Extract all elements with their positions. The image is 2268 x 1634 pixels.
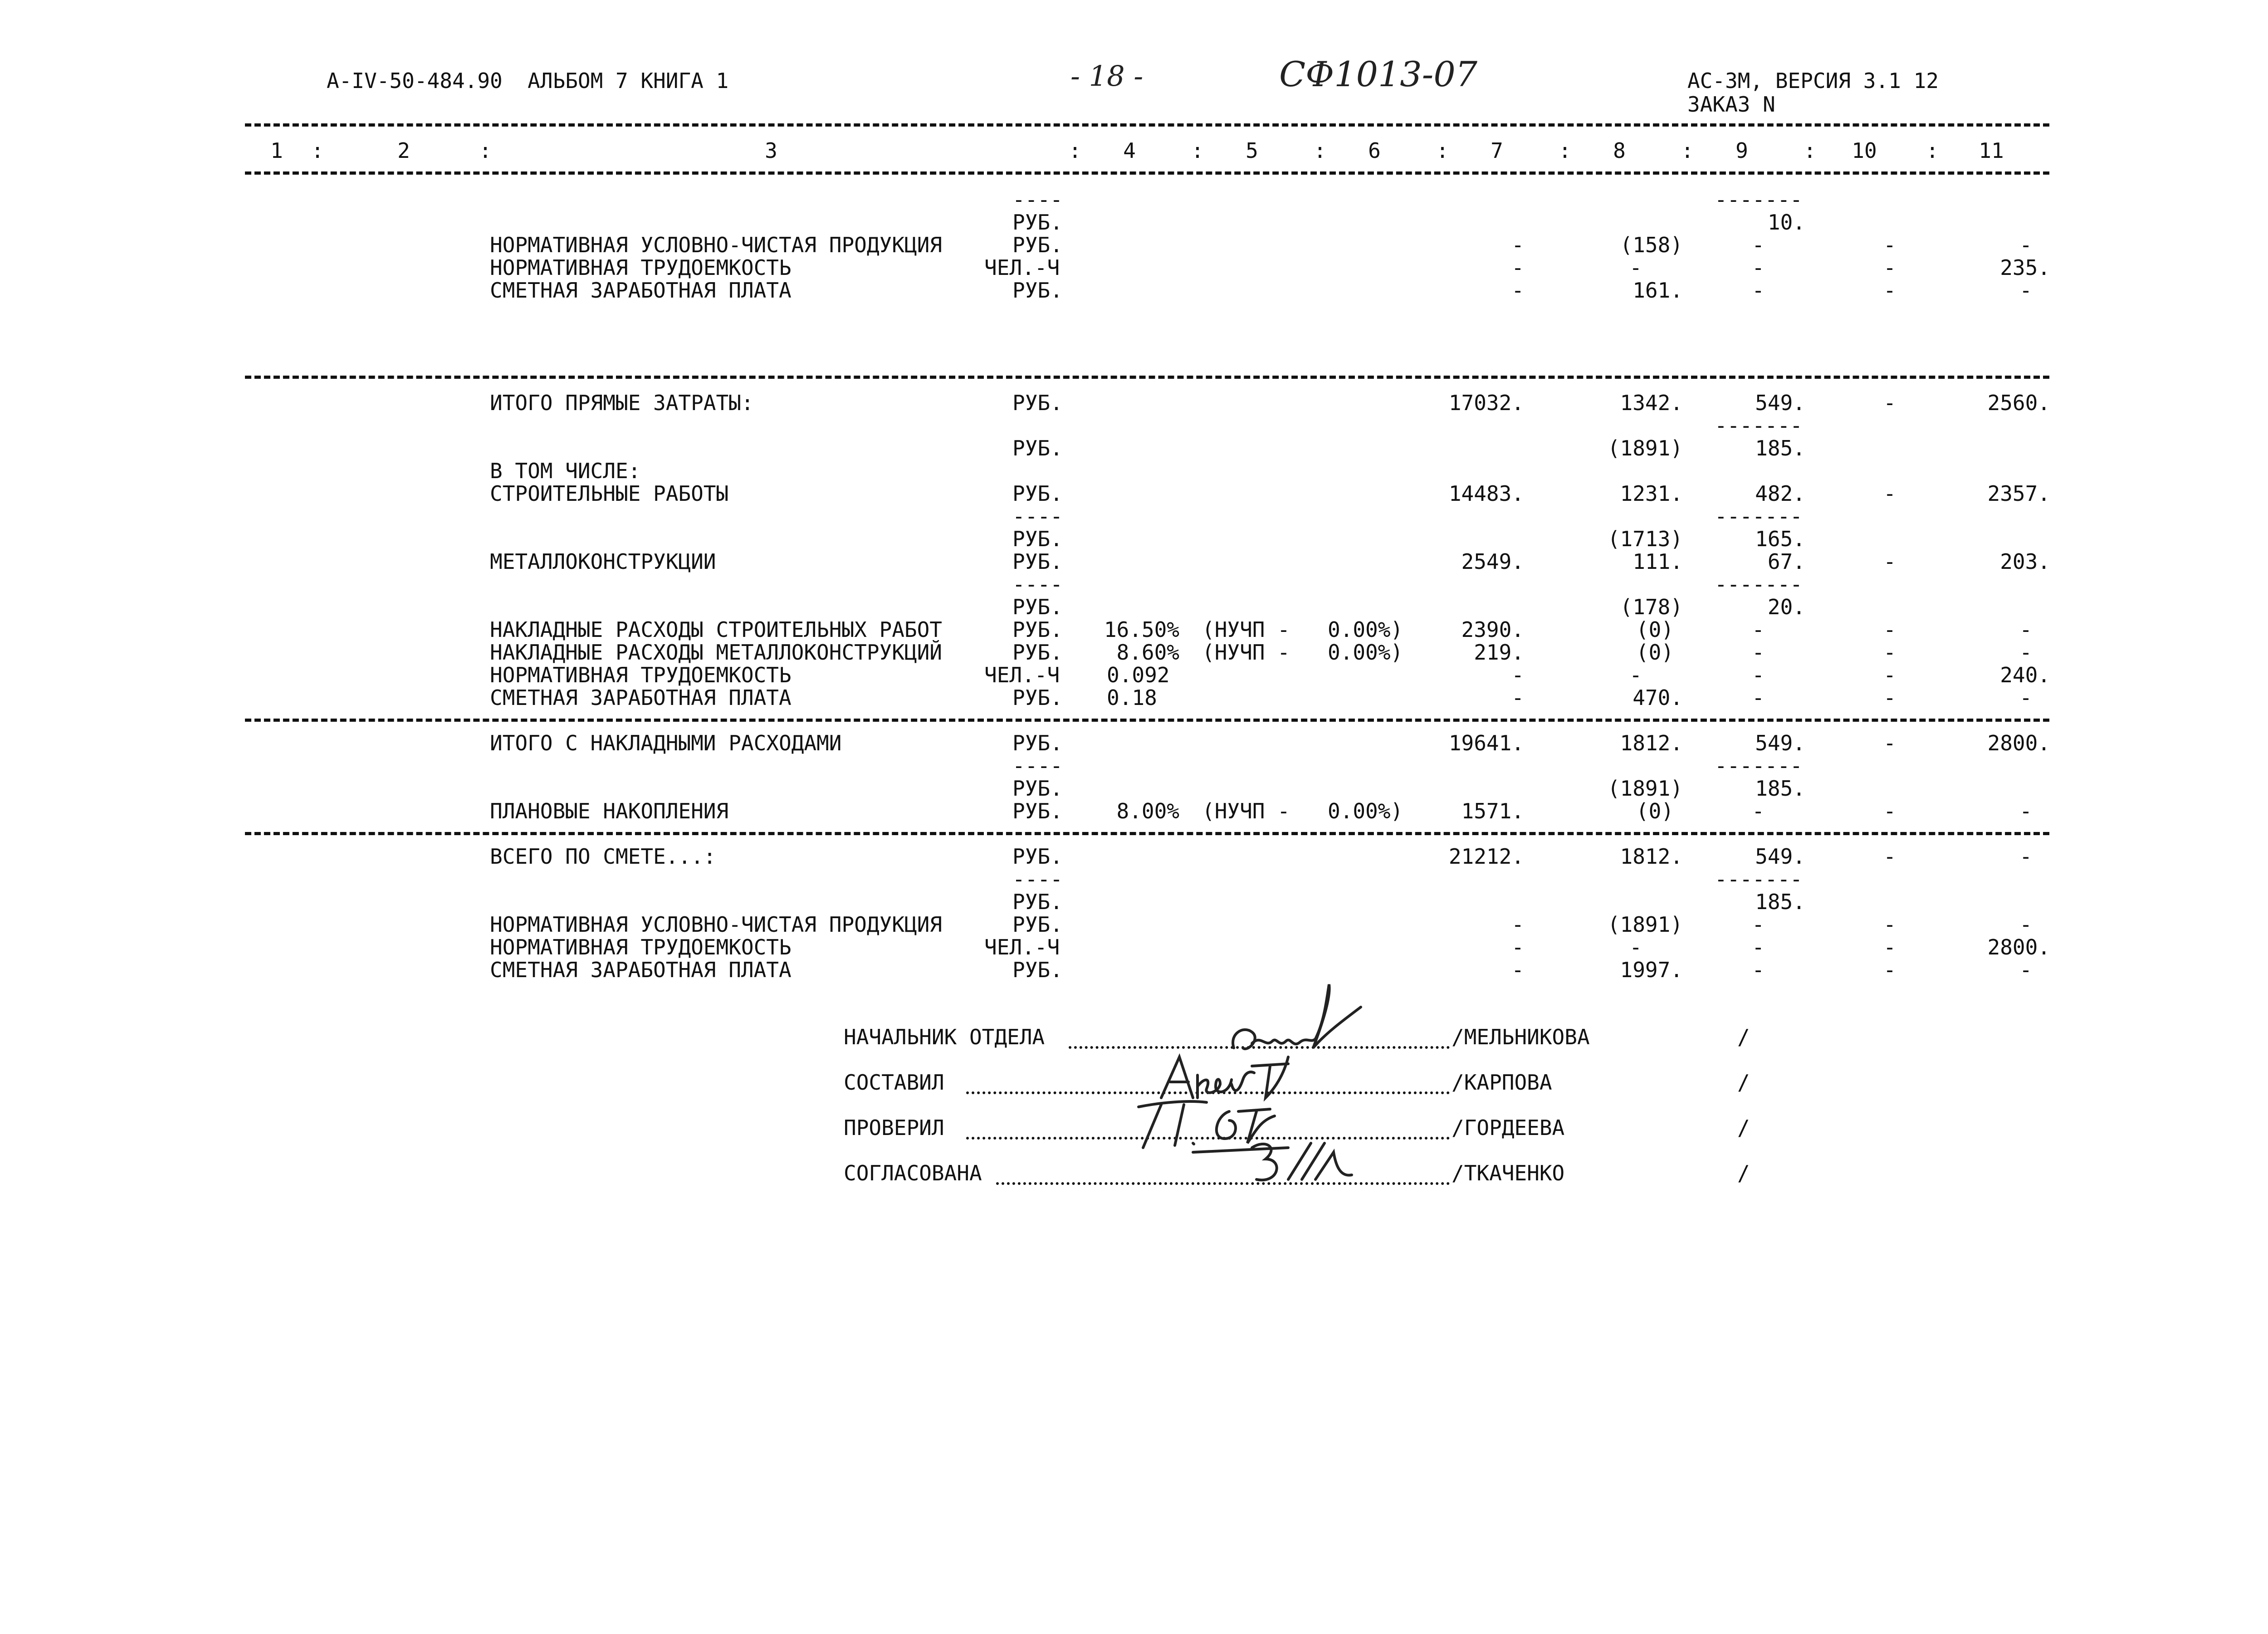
cell-col10: - [1883, 255, 1896, 280]
cell-col7: 14483. [1448, 481, 1524, 506]
cell-col10: - [1883, 663, 1896, 687]
unit-cell: РУБ. [1012, 776, 1063, 801]
cell-col10: - [1883, 685, 1896, 710]
order-number: ЗАКАЗ N [1687, 92, 1775, 117]
cell-col9: 67. [1767, 549, 1805, 574]
cell-col9: - [1752, 685, 1765, 710]
cell-col9: - [1752, 617, 1765, 642]
unit-cell: РУБ. [1012, 640, 1063, 665]
unit-cell: РУБ. [1012, 799, 1063, 823]
column-separator: : [1314, 138, 1326, 163]
including-label: В ТОМ ЧИСЛЕ: [490, 459, 641, 483]
unit-cell: РУБ. [1012, 233, 1063, 257]
column-header-11: 11 [1979, 138, 2004, 163]
cell-col9: - [1752, 255, 1765, 280]
column-header-8: 8 [1613, 138, 1626, 163]
cell-col7: - [1511, 278, 1524, 303]
cell-col7: - [1511, 233, 1524, 257]
section-rule [245, 832, 2049, 835]
value-separator: ------- [1715, 867, 1803, 891]
row-label: СМЕТНАЯ ЗАРАБОТНАЯ ПЛАТА [490, 278, 792, 303]
row-label: НАКЛАДНЫЕ РАСХОДЫ МЕТАЛЛОКОНСТРУКЦИЙ [490, 640, 942, 665]
cell-col10: - [1883, 958, 1896, 982]
cell-col8: 111. [1633, 549, 1683, 574]
cell-col7: 2549. [1461, 549, 1524, 574]
row-label: СТРОИТЕЛЬНЫЕ РАБОТЫ [490, 481, 729, 506]
cell-col4: 0.18 [1107, 685, 1157, 710]
column-header-5: 5 [1246, 138, 1258, 163]
signature-name: /ГОРДЕЕВА [1452, 1115, 1565, 1140]
unit-separator: ---- [1012, 867, 1063, 891]
cell-col8: 1997. [1620, 958, 1683, 982]
cell-col8: 1812. [1620, 844, 1683, 869]
unit-cell: ЧЕЛ.-Ч [984, 935, 1060, 959]
unit-cell: РУБ. [1012, 890, 1063, 914]
handwritten-code: СФ1013-07 [1279, 54, 1478, 94]
cell-col7: - [1511, 663, 1524, 687]
cell-col8: 1231. [1620, 481, 1683, 506]
cell-col7: - [1511, 958, 1524, 982]
unit-cell: РУБ. [1012, 912, 1063, 937]
cell-col10: - [1883, 844, 1896, 869]
cell-col7: - [1511, 935, 1524, 959]
unit-cell: РУБ. [1012, 958, 1063, 982]
cell-col8: - [1629, 663, 1642, 687]
cell-col10: - [1883, 549, 1896, 574]
cell-col8: (1891) [1607, 776, 1683, 801]
row-label: НОРМАТИВНАЯ УСЛОВНО-ЧИСТАЯ ПРОДУКЦИЯ [490, 233, 942, 257]
row-label: СМЕТНАЯ ЗАРАБОТНАЯ ПЛАТА [490, 958, 792, 982]
cell-col11: 240. [2000, 663, 2050, 687]
column-separator: : [1681, 138, 1694, 163]
unit-cell: РУБ. [1012, 617, 1063, 642]
row-label: ПЛАНОВЫЕ НАКОПЛЕНИЯ [490, 799, 729, 823]
cell-col11: - [2019, 685, 2032, 710]
column-separator: : [1559, 138, 1571, 163]
cell-col4: 8.60% [1116, 640, 1179, 665]
cell-col7: - [1511, 255, 1524, 280]
column-separator: : [1069, 138, 1081, 163]
cell-col9: 20. [1767, 595, 1805, 619]
cell-col8: 1342. [1620, 391, 1683, 415]
cell-col9: 185. [1755, 776, 1805, 801]
unit-separator: ---- [1012, 504, 1063, 528]
cell-col9: - [1752, 912, 1765, 937]
cell-col11: 2800. [1987, 731, 2050, 755]
cell-col9: - [1752, 278, 1765, 303]
cell-col7: 2390. [1461, 617, 1524, 642]
system-version: АС-3М, ВЕРСИЯ 3.1 12 [1687, 68, 1939, 93]
cell-col7: 21212. [1448, 844, 1524, 869]
cell-col11: - [2019, 640, 2032, 665]
column-separator: : [1804, 138, 1816, 163]
cell-col10: - [1883, 935, 1896, 959]
value-separator: ------- [1715, 413, 1803, 438]
unit-cell: РУБ. [1012, 685, 1063, 710]
row-label: МЕТАЛЛОКОНСТРУКЦИИ [490, 549, 716, 574]
cell-col7: - [1511, 912, 1524, 937]
cell-col8: (0) [1636, 640, 1674, 665]
cell-col8: (1891) [1607, 436, 1683, 460]
cell-col9: - [1752, 935, 1765, 959]
column-separator: : [479, 138, 492, 163]
unit-cell: ЧЕЛ.-Ч [984, 663, 1060, 687]
cell-col11: - [2019, 799, 2032, 823]
section-rule [245, 719, 2049, 722]
column-header-10: 10 [1852, 138, 1877, 163]
row-label: НОРМАТИВНАЯ ТРУДОЕМКОСТЬ [490, 935, 792, 959]
cell-col7: 1571. [1461, 799, 1524, 823]
cell-col8: - [1629, 935, 1642, 959]
cell-col10: - [1883, 912, 1896, 937]
grand-total-label: ВСЕГО ПО СМЕТЕ...: [490, 844, 716, 869]
cell-col5-6: (НУЧП - 0.00%) [1202, 640, 1403, 665]
cell-col11: - [2019, 233, 2032, 257]
cell-col8: - [1629, 255, 1642, 280]
unit-cell: РУБ. [1012, 595, 1063, 619]
column-separator: : [1191, 138, 1204, 163]
dotted-leader [996, 1182, 1450, 1185]
cell-col10: - [1883, 640, 1896, 665]
cell-col11: - [2019, 617, 2032, 642]
cell-col11: 235. [2000, 255, 2050, 280]
cell-col10: - [1883, 391, 1896, 415]
signature-name: /МЕЛЬНИКОВА [1452, 1025, 1590, 1049]
value-separator: ------- [1715, 572, 1803, 597]
cell-col5-6: (НУЧП - 0.00%) [1202, 799, 1403, 823]
cell-col7: 219. [1474, 640, 1524, 665]
value-separator: ------- [1715, 504, 1803, 528]
row-label: НОРМАТИВНАЯ УСЛОВНО-ЧИСТАЯ ПРОДУКЦИЯ [490, 912, 942, 937]
signature-name: /ТКАЧЕНКО [1452, 1161, 1565, 1185]
column-separator: : [1926, 138, 1939, 163]
cell-col4: 16.50% [1104, 617, 1179, 642]
cell-col9: - [1752, 663, 1765, 687]
cell-col9: 549. [1755, 731, 1805, 755]
cell-col8: 470. [1633, 685, 1683, 710]
column-header-4: 4 [1123, 138, 1136, 163]
cell-col10: - [1883, 278, 1896, 303]
unit-cell: РУБ. [1012, 549, 1063, 574]
cell-col9: - [1752, 233, 1765, 257]
cell-col9: 10. [1767, 210, 1805, 235]
cell-col11: - [2019, 844, 2032, 869]
unit-cell: ЧЕЛ.-Ч [984, 255, 1060, 280]
section-rule [245, 376, 2049, 379]
cell-col8: (1891) [1607, 912, 1683, 937]
signature-end-slash: / [1737, 1115, 1750, 1140]
value-separator: ------- [1715, 753, 1803, 778]
cell-col7: - [1511, 685, 1524, 710]
unit-cell: РУБ. [1012, 481, 1063, 506]
cell-col11: - [2019, 958, 2032, 982]
row-label: СМЕТНАЯ ЗАРАБОТНАЯ ПЛАТА [490, 685, 792, 710]
cell-col11: 203. [2000, 549, 2050, 574]
cell-col9: 165. [1755, 527, 1805, 551]
cell-col8: (1713) [1607, 527, 1683, 551]
cell-col8: (0) [1636, 617, 1674, 642]
row-label: НОРМАТИВНАЯ ТРУДОЕМКОСТЬ [490, 255, 792, 280]
cell-col4: 0.092 [1107, 663, 1170, 687]
cell-col7: 17032. [1448, 391, 1524, 415]
page-number: - 18 - [1070, 59, 1144, 93]
row-label: НАКЛАДНЫЕ РАСХОДЫ СТРОИТЕЛЬНЫХ РАБОТ [490, 617, 942, 642]
signature-role: СОСТАВИЛ [844, 1070, 944, 1095]
unit-separator: ---- [1012, 572, 1063, 597]
cell-col5-6: (НУЧП - 0.00%) [1202, 617, 1403, 642]
cell-col9: - [1752, 958, 1765, 982]
cell-col9: - [1752, 799, 1765, 823]
signature-end-slash: / [1737, 1161, 1750, 1185]
column-separator: : [311, 138, 324, 163]
unit-cell: РУБ. [1012, 436, 1063, 460]
cell-col8: 161. [1633, 278, 1683, 303]
signature-role: НАЧАЛЬНИК ОТДЕЛА [844, 1025, 1045, 1049]
cell-col10: - [1883, 233, 1896, 257]
cell-col8: (178) [1620, 595, 1683, 619]
cell-col9: - [1752, 640, 1765, 665]
document-code: А-IV-50-484.90 АЛЬБОМ 7 КНИГА 1 [327, 68, 729, 93]
column-header-3: 3 [765, 138, 777, 163]
signature-end-slash: / [1737, 1025, 1750, 1049]
cell-col10: - [1883, 731, 1896, 755]
cell-col8: 1812. [1620, 731, 1683, 755]
cell-col11: 2800. [1987, 935, 2050, 959]
cell-col11: - [2019, 278, 2032, 303]
cell-col9: 549. [1755, 844, 1805, 869]
cell-col9: 482. [1755, 481, 1805, 506]
column-header-9: 9 [1735, 138, 1748, 163]
value-separator: ------- [1715, 187, 1803, 212]
column-header-6: 6 [1368, 138, 1381, 163]
column-header-1: 1 [270, 138, 283, 163]
cell-col9: 185. [1755, 890, 1805, 914]
unit-separator: ---- [1012, 187, 1063, 212]
row-label: НОРМАТИВНАЯ ТРУДОЕМКОСТЬ [490, 663, 792, 687]
signature-role: ПРОВЕРИЛ [844, 1115, 944, 1140]
cell-col11: - [2019, 912, 2032, 937]
unit-cell: РУБ. [1012, 731, 1063, 755]
cell-col11: 2560. [1987, 391, 2050, 415]
signature-approved-by [1243, 1134, 1361, 1193]
cell-col9: 549. [1755, 391, 1805, 415]
cell-col11: 2357. [1987, 481, 2050, 506]
signature-end-slash: / [1737, 1070, 1750, 1095]
header-bottom-rule [245, 171, 2049, 175]
column-separator: : [1436, 138, 1449, 163]
signature-role: СОГЛАСОВАНА [844, 1161, 982, 1185]
total-with-overhead-label: ИТОГО С НАКЛАДНЫМИ РАСХОДАМИ [490, 731, 842, 755]
unit-cell: РУБ. [1012, 391, 1063, 415]
cell-col10: - [1883, 799, 1896, 823]
unit-cell: РУБ. [1012, 844, 1063, 869]
unit-cell: РУБ. [1012, 278, 1063, 303]
cell-col10: - [1883, 617, 1896, 642]
total-direct-label: ИТОГО ПРЯМЫЕ ЗАТРАТЫ: [490, 391, 754, 415]
header-top-rule [245, 123, 2049, 127]
column-header-2: 2 [397, 138, 410, 163]
unit-cell: РУБ. [1012, 210, 1063, 235]
unit-separator: ---- [1012, 753, 1063, 778]
cell-col7: 19641. [1448, 731, 1524, 755]
cell-col10: - [1883, 481, 1896, 506]
cell-col8: (158) [1620, 233, 1683, 257]
column-header-7: 7 [1491, 138, 1503, 163]
unit-cell: РУБ. [1012, 527, 1063, 551]
cell-col4: 8.00% [1116, 799, 1179, 823]
cell-col8: (0) [1636, 799, 1674, 823]
signature-name: /КАРПОВА [1452, 1070, 1552, 1095]
cell-col9: 185. [1755, 436, 1805, 460]
